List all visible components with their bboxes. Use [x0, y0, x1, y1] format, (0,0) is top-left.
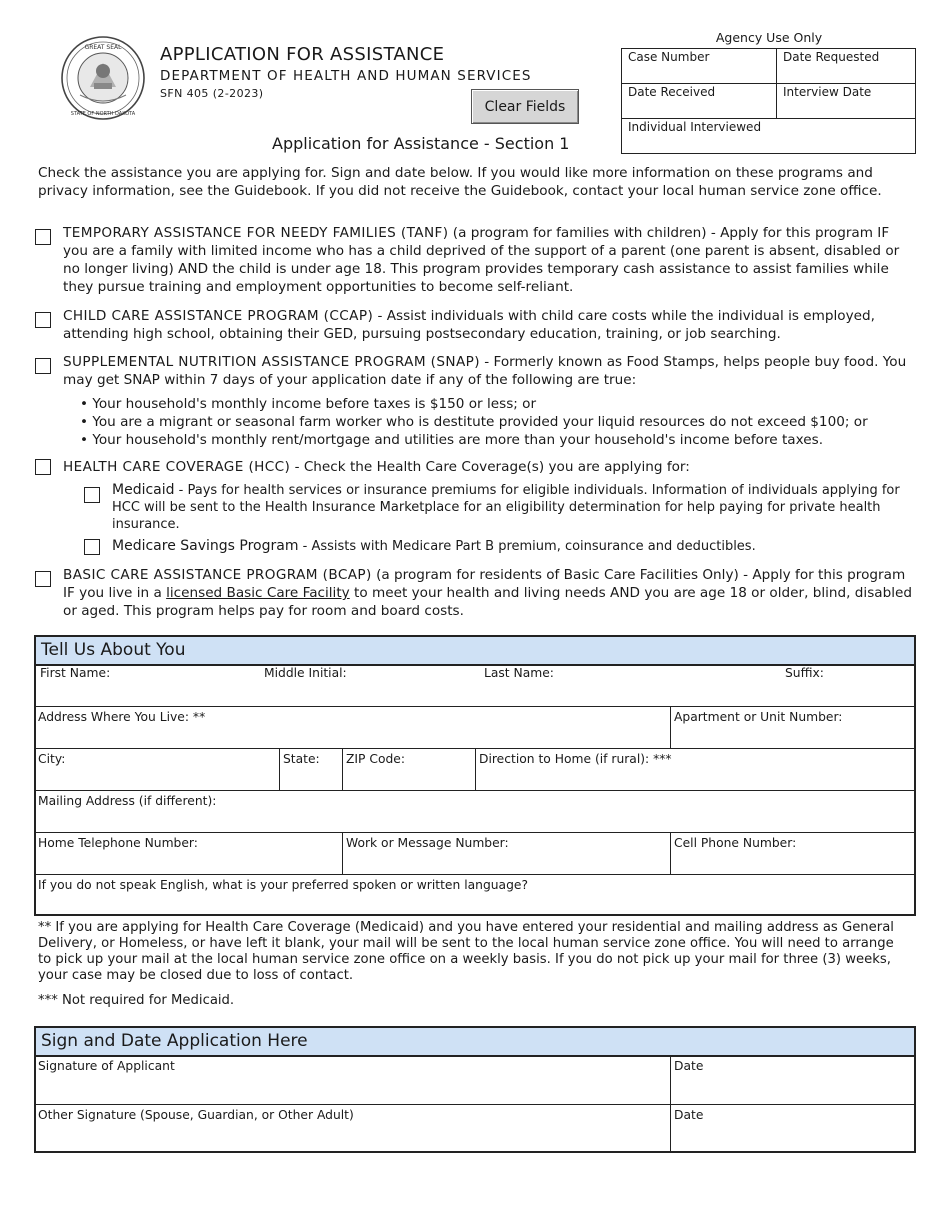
state-field[interactable]: State: — [283, 752, 320, 766]
tanf-description: TEMPORARY ASSISTANCE FOR NEEDY FAMILIES (TANF) (a program for families with children) - Apply for this program IF you are a family with limited income who has a child deprived of the support of a parent (one parent is absent, disabled or no longer living) AND the child is under age 18. This program provides temporary cash assistance to assist families while they pursue training and employment opportunities to become self-reliant. — [63, 225, 900, 295]
svg-text:STATE OF NORTH DAKOTA: STATE OF NORTH DAKOTA — [70, 111, 136, 117]
hcc-description: HEALTH CARE COVERAGE (HCC) - Check the Health Care Coverage(s) you are applying for: — [63, 459, 690, 475]
about-you-heading: Tell Us About You — [36, 637, 914, 666]
address-field[interactable]: Address Where You Live: ** — [38, 710, 206, 724]
apartment-field[interactable]: Apartment or Unit Number: — [674, 710, 843, 724]
applicant-date-field[interactable]: Date — [674, 1059, 704, 1073]
section-title: Application for Assistance - Section 1 — [272, 134, 570, 153]
bcap-checkbox[interactable] — [35, 571, 51, 587]
department-name: DEPARTMENT OF HEALTH AND HUMAN SERVICES — [160, 68, 532, 84]
address-footnote: ** If you are applying for Health Care Coverage (Medicaid) and you have entered your residential and mailing address as General Delivery, or Homeless, or have left it blank, your mail will be sent to the local human service zone office. You will need to arrange to pick up your mail at the local human service zone office on a weekly basis. If you do not pick up your mail for three (3) weeks, your case may be closed due to loss of contact. — [38, 920, 894, 983]
other-signature-field[interactable]: Other Signature (Spouse, Guardian, or Other Adult) — [38, 1108, 354, 1122]
msp-name: Medicare Savings Program — [112, 538, 299, 554]
snap-bullet: • Your household's monthly income before taxes is $150 or less; or — [80, 396, 537, 412]
snap-bullet: • You are a migrant or seasonal farm worker who is destitute provided your liquid resources do not exceed $100; or — [80, 414, 868, 430]
tanf-name: TEMPORARY ASSISTANCE FOR NEEDY FAMILIES (TANF) — [63, 225, 449, 241]
preferred-language-field[interactable]: If you do not speak English, what is your preferred spoken or written language? — [38, 878, 528, 892]
middle-initial-field[interactable]: Middle Initial: — [264, 666, 347, 680]
signature-heading: Sign and Date Application Here — [36, 1028, 914, 1057]
medicaid-footnote: *** Not required for Medicaid. — [38, 993, 235, 1008]
agency-use-label: Agency Use Only — [715, 30, 823, 45]
agency-use-box — [621, 48, 916, 154]
basic-care-facility-link[interactable]: licensed Basic Care Facility — [166, 585, 350, 601]
msp-checkbox[interactable] — [84, 539, 100, 555]
work-phone-field[interactable]: Work or Message Number: — [346, 836, 509, 850]
date-received-field[interactable]: Date Received — [628, 85, 716, 99]
bcap-name: BASIC CARE ASSISTANCE PROGRAM (BCAP) — [63, 567, 372, 583]
home-phone-field[interactable]: Home Telephone Number: — [38, 836, 198, 850]
snap-description: SUPPLEMENTAL NUTRITION ASSISTANCE PROGRAM (SNAP) - Formerly known as Food Stamps, helps people buy food. You may get SNAP within 7 days of your application date if any of the following are true: — [63, 354, 907, 388]
ccap-checkbox[interactable] — [35, 312, 51, 328]
medicaid-name: Medicaid — [112, 482, 175, 498]
applicant-signature-field[interactable]: Signature of Applicant — [38, 1059, 175, 1073]
svg-text:GREAT SEAL: GREAT SEAL — [84, 44, 122, 51]
case-number-field[interactable]: Case Number — [628, 50, 710, 64]
snap-name: SUPPLEMENTAL NUTRITION ASSISTANCE PROGRAM (SNAP) — [63, 354, 480, 370]
city-field[interactable]: City: — [38, 752, 66, 766]
snap-checkbox[interactable] — [35, 358, 51, 374]
interview-date-field[interactable]: Interview Date — [783, 85, 872, 99]
snap-bullets — [80, 395, 868, 449]
bcap-description: BASIC CARE ASSISTANCE PROGRAM (BCAP) (a program for residents of Basic Care Facilities Only) - Apply for this program IF you live in a licensed Basic Care Facility to meet your health and living needs AND you are age 18 or older, blind, disabled or aged. This program helps pay for room and board costs. — [63, 567, 913, 619]
ccap-name: CHILD CARE ASSISTANCE PROGRAM (CCAP) — [63, 308, 374, 324]
cell-phone-field[interactable]: Cell Phone Number: — [674, 836, 797, 850]
direction-to-home-field[interactable]: Direction to Home (if rural): *** — [479, 752, 672, 766]
snap-bullet: • Your household's monthly rent/mortgage and utilities are more than your household's income before taxes. — [80, 432, 824, 448]
hcc-checkbox[interactable] — [35, 459, 51, 475]
form-number: SFN 405 (2-2023) — [160, 87, 264, 100]
signature-section — [34, 1026, 916, 1153]
last-name-field[interactable]: Last Name: — [484, 666, 554, 680]
individual-interviewed-field[interactable]: Individual Interviewed — [628, 120, 762, 134]
first-name-field[interactable]: First Name: — [40, 666, 111, 680]
tanf-checkbox[interactable] — [35, 229, 51, 245]
clear-fields-button[interactable]: Clear Fields — [471, 89, 579, 124]
ccap-description: CHILD CARE ASSISTANCE PROGRAM (CCAP) - Assist individuals with child care costs while the individual is employed, attending high school, obtaining their GED, pursuing postsecondary education, training, or job searching. — [63, 308, 875, 342]
mailing-address-field[interactable]: Mailing Address (if different): — [38, 794, 217, 808]
medicaid-checkbox[interactable] — [84, 487, 100, 503]
medicaid-description: Medicaid - Pays for health services or insurance premiums for eligible individuals. Information of individuals applying for HCC will be sent to the Health Insurance Marketplace for an eligibility determination for help paying for private health insurance. — [112, 482, 900, 532]
state-seal-logo — [60, 35, 146, 121]
intro-text: Check the assistance you are applying for. Sign and date below. If you would like more information on these programs and privacy information, see the Guidebook. If you did not receive the Guidebook, contact your local human service zone office. — [38, 165, 882, 199]
about-you-section — [34, 635, 916, 916]
form-title: APPLICATION FOR ASSISTANCE — [160, 44, 445, 65]
hcc-name: HEALTH CARE COVERAGE (HCC) — [63, 459, 291, 475]
date-requested-field[interactable]: Date Requested — [783, 50, 880, 64]
other-date-field[interactable]: Date — [674, 1108, 704, 1122]
suffix-field[interactable]: Suffix: — [785, 666, 824, 680]
zip-code-field[interactable]: ZIP Code: — [346, 752, 405, 766]
msp-description: Medicare Savings Program - Assists with Medicare Part B premium, coinsurance and deductibles. — [112, 538, 756, 554]
